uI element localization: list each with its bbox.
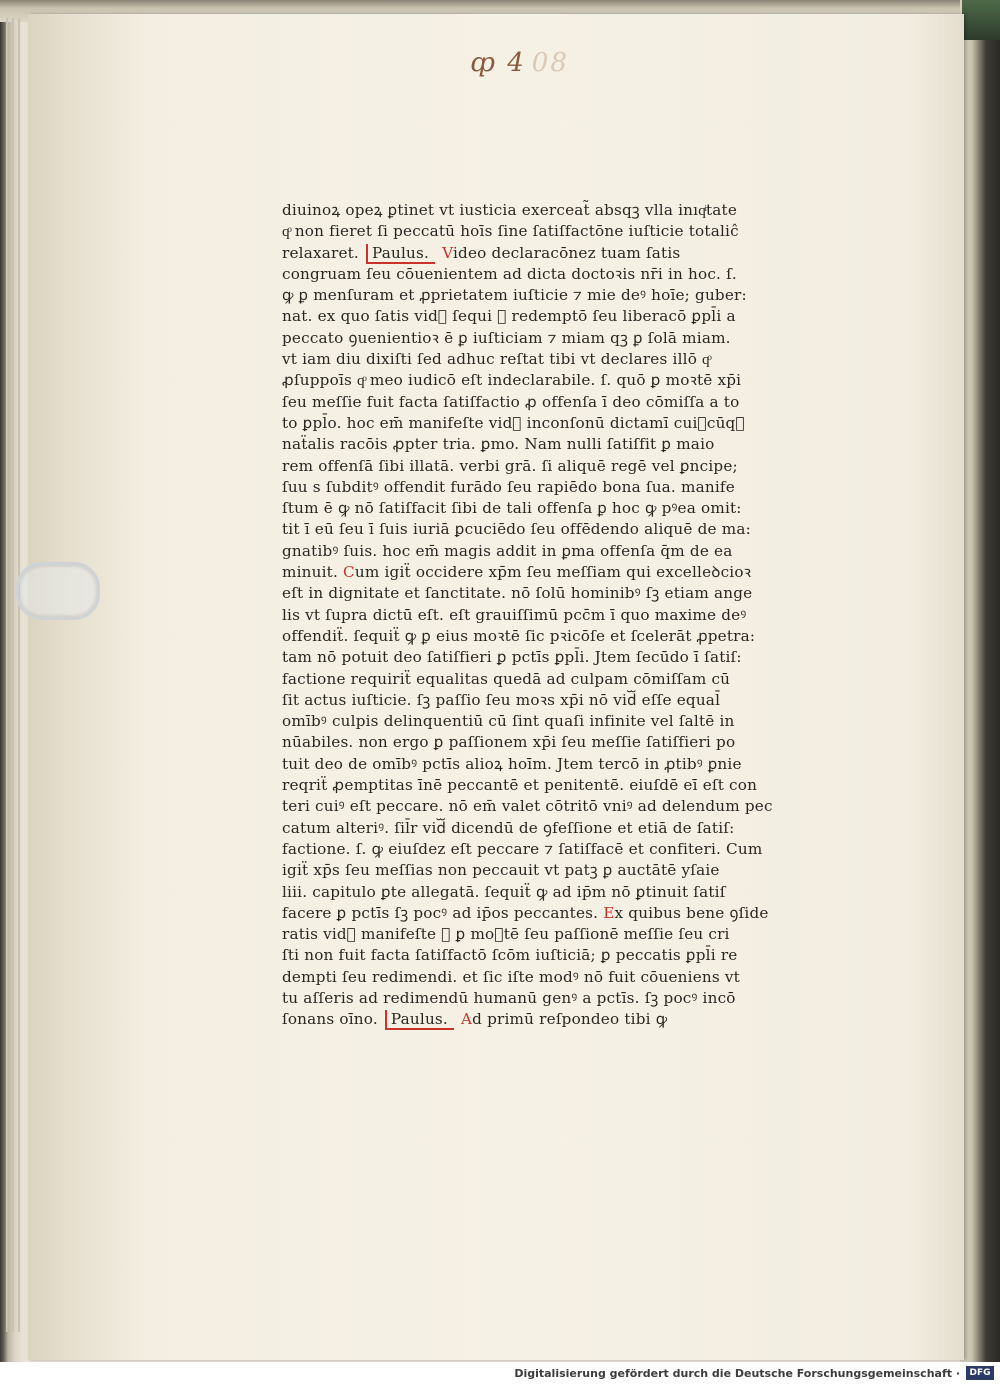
text-line [282,562,842,583]
line-text: factione requiriẗ equalitas quedā ad culpam cōmiſſam cū [282,669,731,688]
text-line [282,349,842,370]
text-line [282,711,842,732]
line-text: igiẗ xp̄s ſeu meſſias non peccauit vt patꝫ ꝑ auctātē yſaie [282,861,720,880]
line-text: eſt in dignitate et ſanctitate. nō ſolū hominibꝰ ſꝫ etiam ange [282,584,753,603]
line-text: nūabiles. non ergo ꝑ paſſionem xp̄i ſeu meſſie ſatiſfieri po [282,733,736,752]
color-calibration-tab [962,0,1000,40]
line-text: relaxaret. [282,243,359,262]
rubric-initial: A [461,1010,473,1029]
text-line [282,754,842,775]
line-text: dempti ſeu redimendi. et ſic iſte modꝰ nō fuit cōueniens vt [282,967,740,986]
text-line [282,903,842,924]
rubric-initial: E [603,903,615,922]
line-text: ꝙ ꝑ menſuram et ꝓprietatem iuſticie ⁊ mie deꝰ hoīe; guber: [282,286,747,305]
rubricated-passage [603,904,768,922]
page-clip [16,562,100,620]
text-line [282,818,842,839]
line-text: lis vt ſupra dictū eſt. eſt grauiſſimū pcc̄m ī quo maxime deꝰ [282,605,747,624]
line-text: catum alteriꝰ. ſil̄r vidᷓ dicendū de ꝯfeſſione et etiā de ſatiſ: [282,818,735,837]
line-text: ꝓſuppoīs qͦ meo iudicō eſt indeclarabile. ſ. quō ꝑ moꝛtē xp̄i [282,371,742,390]
line-text: ſti non fuit facta ſatiſfactō ſcōm iuſticiā; ꝑ peccatis ꝑpl̄i re [282,946,738,965]
line-text: ratis vidᷓ manifeſte ꝙ ꝑ moꝛtē ſeu paſſionē meſſie ſeu cri [282,925,730,944]
line-text: facere ꝑ pctīs ſꝫ pocꝰ ad ip̄os peccantes. [282,903,599,922]
line-text: ſuu s ſubditꝰ offendit furādo ſeu rapiēdo bona ſua. manife [282,477,735,496]
line-text: liii. capitulo ꝑte allegatā. ſequiẗ ꝙ ad ip̄m nō ꝑtinuit ſatiſ [282,882,726,901]
line-text: tu aſſeris ad redimendū humanū genꝰ a pctīs. ſꝫ pocꝰ incō [282,988,736,1007]
line-text: gnatibꝰ ſuis. hoc em̄ magis addit in ꝑma offenſa q̄m de ea [282,541,733,560]
text-line [282,413,842,434]
line-text: omībꝰ culpis delinquentiū cū ſint quaſi infinite vel ſaltē in [282,712,735,731]
line-text: reqriẗ ꝓemptitas īnē peccantē et penitentē. eiuſdē eī eſt con [282,776,758,795]
book-page [28,14,964,1360]
dfg-logo: DFG [966,1366,994,1380]
line-text: qͦ non fieret ſi peccatū hoīs ſine ſatiſfactōne iuſticie totaliĉ [282,222,739,241]
text-line [282,690,842,711]
footer-bar [0,1362,1000,1385]
text-line [282,626,842,647]
text-line [282,796,842,817]
text-line [282,967,842,988]
text-line [282,647,842,668]
line-text: rem offenſā ſibi illatā. verbi grā. ſi aliquē regē vel ꝑncipe; [282,456,738,475]
rubric-speaker-label: Paulus. [385,1010,454,1030]
line-text: tuit deo de omībꝰ pctīs alioꝝ hoīm. Jtem tercō in ꝓtibꝰ ꝑnie [282,754,742,773]
text-line [282,519,842,540]
text-line [282,306,842,327]
line-text: ſit actus iuſticie. ſꝫ paſſio ſeu moꝛs xp̄i nō vidᷓ eſſe equal̄ [282,690,721,709]
line-text: ſeu meſſie fuit facta ſatiſfactio ꝓ offenſa ī deo cōmiſſa a to [282,392,740,411]
gutter-shadow [28,14,148,1360]
folio-number [470,48,569,78]
line-text: minuit. [282,563,339,582]
text-line [282,860,842,881]
text-line [282,775,842,796]
text-line [282,583,842,604]
text-line [282,1009,842,1030]
line-text: ideo declaracōnez tuam ſatis [452,243,681,262]
text-line [282,392,842,413]
page-edge [18,18,20,1332]
page-edge [12,18,14,1332]
text-line [282,434,842,455]
text-block [282,200,842,1031]
line-text: tam nō potuit deo ſatiſfieri ꝑ pctīs ꝑpl̄i. Jtem ſecūdo ī ſatiſ: [282,648,742,667]
rubricated-passage [442,244,680,262]
text-line [282,264,842,285]
line-text: factione. ſ. ꝙ eiuſdez eſt peccare ⁊ ſatiſfacē et confiteri. Cum [282,839,763,858]
text-line [282,328,842,349]
line-text: teri cuiꝰ eſt peccare. nō em̄ valet cōtritō vniꝰ ad delendum pec [282,797,773,816]
line-text: peccato ꝯuenientioꝛ ē ꝑ iuſticiam ⁊ miam qꝫ ꝑ ſolā miam. [282,328,731,347]
page-edge [6,18,8,1332]
line-text: to ꝑpl̄o. hoc em̄ manifeſte vidᷓ inconſonū dictamī cuiꝰcūqꝫ [282,413,745,432]
text-line [282,988,842,1009]
text-line [282,605,842,626]
text-line [282,732,842,753]
text-line [282,945,842,966]
rubric-initial: C [343,563,355,582]
line-text: naẗalis racōis ꝓpter tria. ꝑmo. Nam nulli ſatiſfit ꝑ maio [282,435,715,454]
line-text: offendiẗ. ſequiẗ ꝙ ꝑ eius moꝛtē ſic pꝛicōſe et ſcelerāt ꝓpetra: [282,626,756,645]
line-text: congruam ſeu cōuenientem ad dicta doctoꝛis nr̄i in hoc. ſ. [282,264,737,283]
line-text: d primū reſpondeo tibi ꝙ [472,1010,668,1029]
text-line [282,221,842,242]
line-text: vt iam diu dixiſti ſed adhuc reſtat tibi vt declares illō qͦ [282,350,710,369]
text-line [282,669,842,690]
folio-number-value: 4 [507,48,526,78]
funding-credit: Digitalisierung gefördert durch die Deutsche Forschungsgemeinschaft · [514,1367,960,1380]
folio-mark: ȹ [470,48,497,78]
folio-faint-number: 08 [531,48,569,78]
line-text: ſtum ē ꝙ nō ſatiſfacit ſibi de tali offenſa ꝑ hoc ꝙ pꝰea omit: [282,499,742,518]
line-text: um igiẗ occidere xp̄m ſeu meſſiam qui excelleꝺcioꝛ [354,563,752,582]
text-line [282,456,842,477]
rubric-speaker-label: Paulus. [366,244,435,264]
line-text: diuinoꝝ opeꝝ ꝑtinet vt iusticia exerceat̃ absqꝫ vlla inıqͥtate [282,201,738,219]
rubricated-passage [343,563,751,581]
text-line [282,839,842,860]
text-line [282,477,842,498]
line-text: ſonans oīno. [282,1010,378,1029]
text-line [282,285,842,306]
line-text: tit ī eū ſeu ī ſuis iuriā ꝑcuciēdo ſeu offēdendo aliquē de ma: [282,520,751,539]
line-text: x quibus bene ꝯſide [614,903,769,922]
rubric-initial: V [442,243,453,262]
text-line [282,882,842,903]
rubricated-passage [461,1010,667,1028]
text-line [282,370,842,391]
text-line [282,243,842,264]
text-line [282,924,842,945]
text-line [282,200,842,221]
text-line [282,498,842,519]
text-line [282,541,842,562]
book-right-binding [960,0,1000,1362]
line-text: nat. ex quo ſatis vidᷓ ſequi ꝙ redemptō ſeu liberacō ꝑpl̄i a [282,307,736,326]
